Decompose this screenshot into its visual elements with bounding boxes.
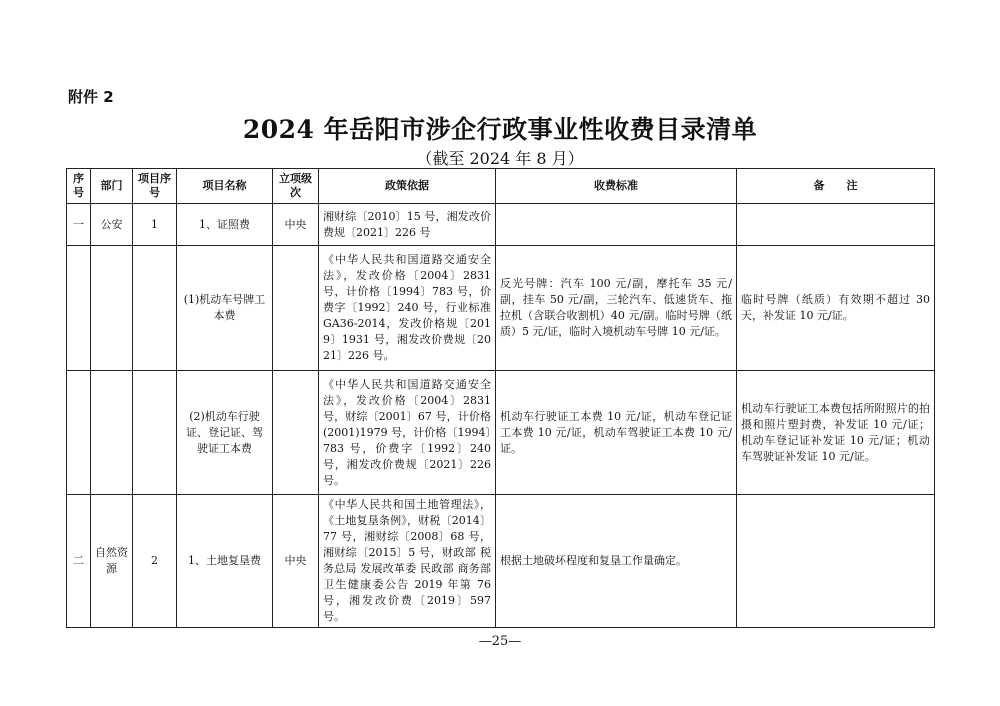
table-row bbox=[67, 371, 935, 495]
cell-name: 1、证照费 bbox=[177, 204, 273, 246]
cell-standard bbox=[496, 204, 737, 246]
cell-remark bbox=[737, 204, 935, 246]
cell-name: (1)机动车号牌工本费 bbox=[177, 246, 273, 371]
page-number: —25— bbox=[478, 634, 522, 649]
cell-item-no: 2 bbox=[133, 495, 177, 628]
cell-dept: 自然资源 bbox=[91, 495, 133, 628]
cell-basis: 《中华人民共和国土地管理法》，《土地复垦条例》，财税〔2014〕77 号，湘财综〔2008〕68 号，湘财综〔2015〕5 号，财政部 税务总局 发展改革委 民政部 商务部 卫生健康委公告 2019 年第 76 号，湘发改价费〔2019〕597 号。 bbox=[319, 495, 496, 628]
cell-dept bbox=[91, 246, 133, 371]
header-dept: 部门 bbox=[91, 169, 133, 204]
header-name: 项目名称 bbox=[177, 169, 273, 204]
cell-name: 1、土地复垦费 bbox=[177, 495, 273, 628]
cell-level: 中央 bbox=[273, 495, 319, 628]
table-row bbox=[67, 204, 935, 246]
cell-dept bbox=[91, 371, 133, 495]
cell-level bbox=[273, 371, 319, 495]
cell-basis: 《中华人民共和国道路交通安全法》，发改价格〔2004〕2831 号，计价格〔1994〕783 号，价费字〔1992〕240 号，行业标准 GA36-2014，发改价格规〔2019〕1931 号，湘发改价费规〔2021〕226 号。 bbox=[319, 246, 496, 371]
document-subtitle: （截至 2024 年 8 月） bbox=[416, 149, 584, 168]
cell-level bbox=[273, 246, 319, 371]
fee-table bbox=[66, 168, 935, 628]
cell-seq bbox=[67, 246, 91, 371]
header-remark: 备 注 bbox=[737, 169, 935, 204]
cell-level: 中央 bbox=[273, 204, 319, 246]
table-header-row bbox=[67, 169, 935, 204]
cell-name: (2)机动车行驶证、登记证、驾驶证工本费 bbox=[177, 371, 273, 495]
cell-seq: 二 bbox=[67, 495, 91, 628]
header-item-no: 项目序号 bbox=[133, 169, 177, 204]
cell-dept: 公安 bbox=[91, 204, 133, 246]
cell-basis: 湘财综〔2010〕15 号，湘发改价费规〔2021〕226 号 bbox=[319, 204, 496, 246]
cell-basis: 《中华人民共和国道路交通安全法》，发改价格〔2004〕2831 号，财综〔2001〕67 号，计价格(2001)1979 号，计价格〔1994〕783 号，价费字〔1992〕240 号，湘发改价费规〔2021〕226 号。 bbox=[319, 371, 496, 495]
cell-item-no bbox=[133, 246, 177, 371]
cell-standard: 机动车行驶证工本费 10 元/证，机动车登记证工本费 10 元/证，机动车驾驶证工本费 10 元/证。 bbox=[496, 371, 737, 495]
table-row bbox=[67, 495, 935, 628]
table-row bbox=[67, 246, 935, 371]
header-level: 立项级次 bbox=[273, 169, 319, 204]
cell-seq bbox=[67, 371, 91, 495]
cell-seq: 一 bbox=[67, 204, 91, 246]
header-standard: 收费标准 bbox=[496, 169, 737, 204]
cell-item-no: 1 bbox=[133, 204, 177, 246]
attachment-label: 附件 2 bbox=[68, 88, 114, 106]
cell-standard: 根据土地破坏程度和复垦工作量确定。 bbox=[496, 495, 737, 628]
document-title: 2024 年岳阳市涉企行政事业性收费目录清单 bbox=[242, 115, 758, 144]
cell-standard: 反光号牌：汽车 100 元/副，摩托车 35 元/副，挂车 50 元/副，三轮汽车、低速货车、拖拉机（含联合收割机）40 元/副。临时号牌（纸质）5 元/证，临时入境机动车号牌 10 元/证。 bbox=[496, 246, 737, 371]
cell-remark bbox=[737, 495, 935, 628]
header-basis: 政策依据 bbox=[319, 169, 496, 204]
header-seq: 序号 bbox=[67, 169, 91, 204]
cell-remark: 机动车行驶证工本费包括所附照片的拍摄和照片塑封费，补发证 10 元/证；机动车登记证补发证 10 元/证；机动车驾驶证补发证 10 元/证。 bbox=[737, 371, 935, 495]
cell-item-no bbox=[133, 371, 177, 495]
cell-remark: 临时号牌（纸质）有效期不超过 30 天，补发证 10 元/证。 bbox=[737, 246, 935, 371]
